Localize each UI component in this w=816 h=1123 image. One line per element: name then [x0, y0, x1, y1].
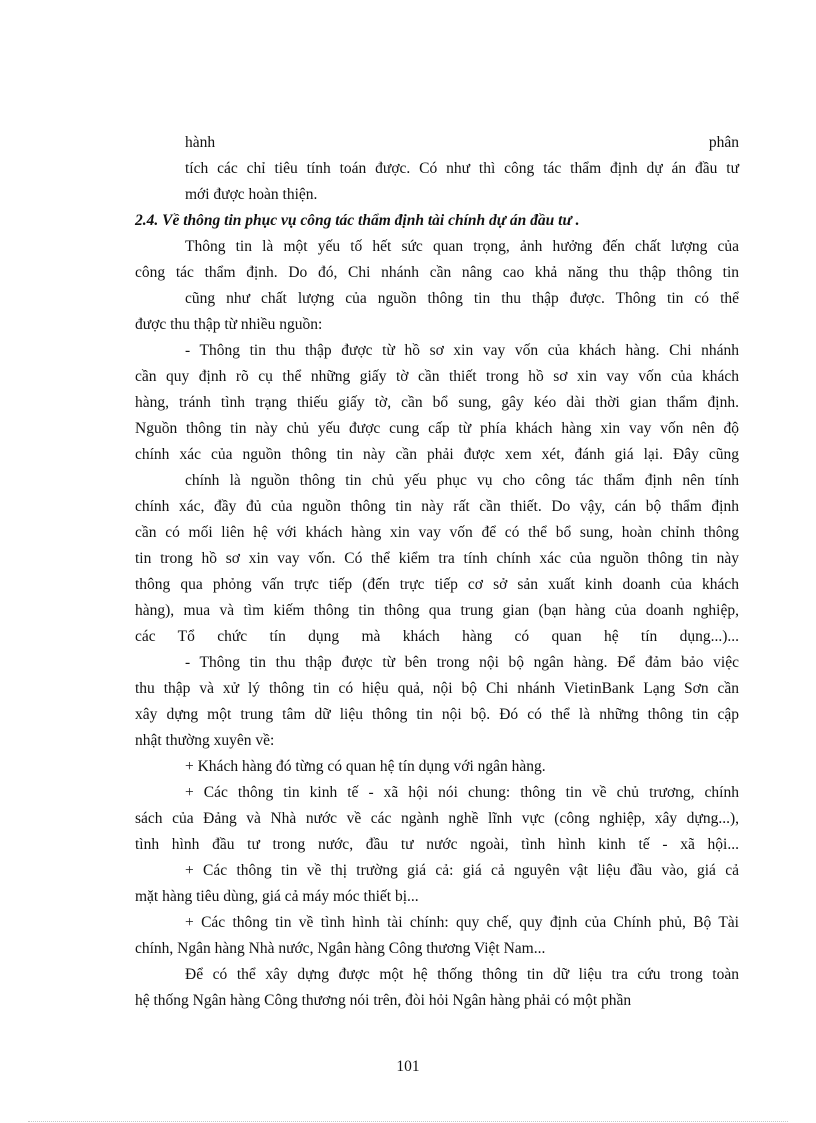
text-line: thông qua phỏng vấn trực tiếp (đến trực tiếp cơ sở sản xuất kinh doanh của khách: [135, 576, 739, 593]
text-line: - Thông tin thu thập được từ hồ sơ xin vay vốn của khách hàng. Chi nhánh: [185, 342, 739, 359]
text-line: chính xác của nguồn thông tin này cần phải được xem xét, đánh giá lại. Đây cũng: [135, 446, 739, 463]
text-line: hệ thống Ngân hàng Công thương nói trên, đòi hỏi Ngân hàng phải có một phần: [135, 992, 632, 1009]
text-line: chính là nguồn thông tin chủ yếu phục vụ cho công tác thẩm định nên tính: [185, 472, 739, 489]
text-line: được thu thập từ nhiều nguồn:: [135, 316, 323, 333]
page-bottom-border: [28, 1121, 788, 1122]
text-line: tình hình đầu tư trong nước, đầu tư nước ngoài, tình hình kinh tế - xã hội...: [135, 836, 739, 853]
text-line: + Khách hàng đó từng có quan hệ tín dụng với ngân hàng.: [185, 758, 546, 775]
text-line: mặt hàng tiêu dùng, giá cả máy móc thiết bị...: [135, 888, 419, 905]
text-line: mới được hoàn thiện.: [185, 186, 318, 203]
text-line: cũng như chất lượng của nguồn thông tin thu thập được. Thông tin có thể: [185, 290, 739, 307]
text-line: Thông tin là một yếu tố hết sức quan trọng, ảnh hưởng đến chất lượng của: [185, 238, 739, 255]
text-line: các Tổ chức tín dụng mà khách hàng có quan hệ tín dụng...)...: [135, 628, 739, 645]
text-line: công tác thẩm định. Do đó, Chi nhánh cần nâng cao khả năng thu thập thông tin: [135, 264, 739, 281]
text-line: xây dựng một trung tâm dữ liệu thông tin nội bộ. Đó có thể là những thông tin cập: [135, 706, 739, 723]
text-line: + Các thông tin về thị trường giá cả: giá cả nguyên vật liệu đầu vào, giá cả: [185, 862, 739, 879]
text-line: - Thông tin thu thập được từ bên trong nội bộ ngân hàng. Để đảm bảo việc: [185, 654, 739, 671]
text-line: hàng, tránh tình trạng thiếu giấy tờ, cần bổ sung, gây kéo dài thời gian thẩm định.: [135, 394, 739, 411]
text-line: cần quy định rõ cụ thể những giấy tờ cần thiết trong hồ sơ xin vay vốn của khách: [135, 368, 739, 385]
text-line: tích các chỉ tiêu tính toán được. Có như thì công tác thẩm định dự án đầu tư: [185, 160, 739, 177]
text-line: Để có thể xây dựng được một hệ thống thông tin dữ liệu tra cứu trong toàn: [185, 966, 739, 983]
text-line: hàng), mua và tìm kiếm thông tin thông qua trung gian (bạn hàng của doanh nghiệp,: [135, 602, 739, 619]
text-line: + Các thông tin về tình hình tài chính: quy chế, quy định của Chính phủ, Bộ Tài: [185, 914, 739, 931]
text-fragment: hành: [185, 134, 216, 151]
text-line: [185, 130, 739, 156]
text-line: chính, Ngân hàng Nhà nước, Ngân hàng Công thương Việt Nam...: [135, 940, 546, 957]
text-line: cần có mối liên hệ với khách hàng xin vay vốn để có thể bổ sung, hoàn chỉnh thông: [135, 524, 739, 541]
section-heading: 2.4. Về thông tin phục vụ công tác thẩm định tài chính dự án đầu tư .: [135, 212, 580, 229]
text-fragment: phân: [708, 134, 739, 151]
text-line: + Các thông tin kinh tế - xã hội nói chung: thông tin về chủ trương, chính: [185, 784, 739, 801]
text-line: sách của Đảng và Nhà nước về các ngành nghề lĩnh vực (công nghiệp, xây dựng...),: [135, 810, 739, 827]
text-line: tin trong hồ sơ xin vay vốn. Có thể kiểm tra tính chính xác của nguồn thông tin này: [135, 550, 739, 567]
text-line: nhật thường xuyên về:: [135, 732, 275, 749]
text-line: chính xác, đầy đủ của nguồn thông tin này rất cần thiết. Do vậy, cán bộ thẩm định: [135, 498, 739, 515]
page-number: 101: [396, 1058, 420, 1075]
text-line: Nguồn thông tin này chủ yếu được cung cấp từ phía khách hàng xin vay vốn nên độ: [135, 420, 739, 437]
text-line: thu thập và xử lý thông tin có hiệu quả, nội bộ Chi nhánh VietinBank Lạng Sơn cần: [135, 680, 739, 697]
